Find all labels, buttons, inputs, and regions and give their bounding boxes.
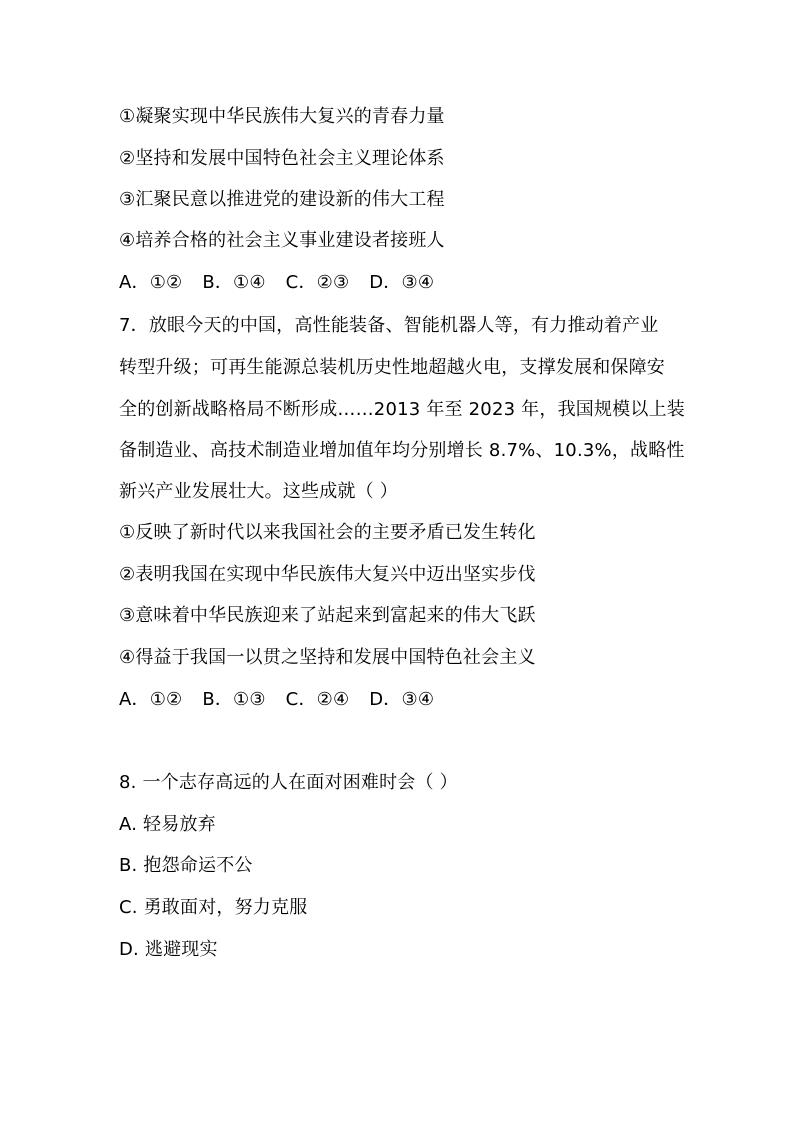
q7-stem-line-5: 新兴产业发展壮大。这些成就（ ）	[119, 481, 398, 502]
q7-statement-4: ④得益于我国一以贯之坚持和发展中国特色社会主义	[119, 647, 536, 668]
q7-stem-line-2: 转型升级；可再生能源总装机历史性地超越火电，支撑发展和保障安	[119, 357, 665, 378]
q7-choices	[119, 688, 689, 712]
q8-option-a: A. 轻易放弃	[119, 814, 216, 835]
q7-statement-1: ①反映了新时代以来我国社会的主要矛盾已发生转化	[119, 522, 536, 543]
q6-statement-2: ②坚持和发展中国特色社会主义理论体系	[119, 148, 445, 169]
q7-choice-a: A．①②	[119, 689, 183, 710]
q6-statement-3: ③汇聚民意以推进党的建设新的伟大工程	[119, 189, 445, 210]
q6-statement-4: ④培养合格的社会主义事业建设者接班人	[119, 230, 445, 251]
q8-stem: 8. 一个志存高远的人在面对困难时会（ ）	[119, 772, 458, 793]
q8-option-b: B. 抱怨命运不公	[119, 855, 253, 876]
q7-stem-line-1: 7．放眼今天的中国，高性能装备、智能机器人等，有力推动着产业	[119, 315, 659, 336]
q6-choice-b: B．①④	[202, 272, 266, 293]
q6-choice-d: D．③④	[369, 272, 435, 293]
q8-option-c: C. 勇敢面对，努力克服	[119, 897, 308, 918]
q6-statement-1: ①凝聚实现中华民族伟大复兴的青春力量	[119, 106, 445, 127]
q8-option-d: D. 逃避现实	[119, 939, 218, 960]
q6-choices	[119, 271, 689, 295]
q7-choice-c: C．②④	[285, 689, 350, 710]
q6-choice-c: C．②③	[285, 272, 350, 293]
q7-statement-3: ③意味着中华民族迎来了站起来到富起来的伟大飞跃	[119, 605, 536, 626]
q7-choice-d: D．③④	[369, 689, 435, 710]
q7-stem-line-4: 备制造业、高技术制造业增加值年均分别增长 8.7%、10.3%，战略性	[119, 440, 685, 461]
q7-statement-2: ②表明我国在实现中华民族伟大复兴中迈出坚实步伐	[119, 564, 536, 585]
q7-choice-b: B．①③	[202, 689, 266, 710]
q7-stem-line-3: 全的创新战略格局不断形成……2013 年至 2023 年，我国规模以上装	[119, 399, 685, 420]
q6-choice-a: A．①②	[119, 272, 183, 293]
